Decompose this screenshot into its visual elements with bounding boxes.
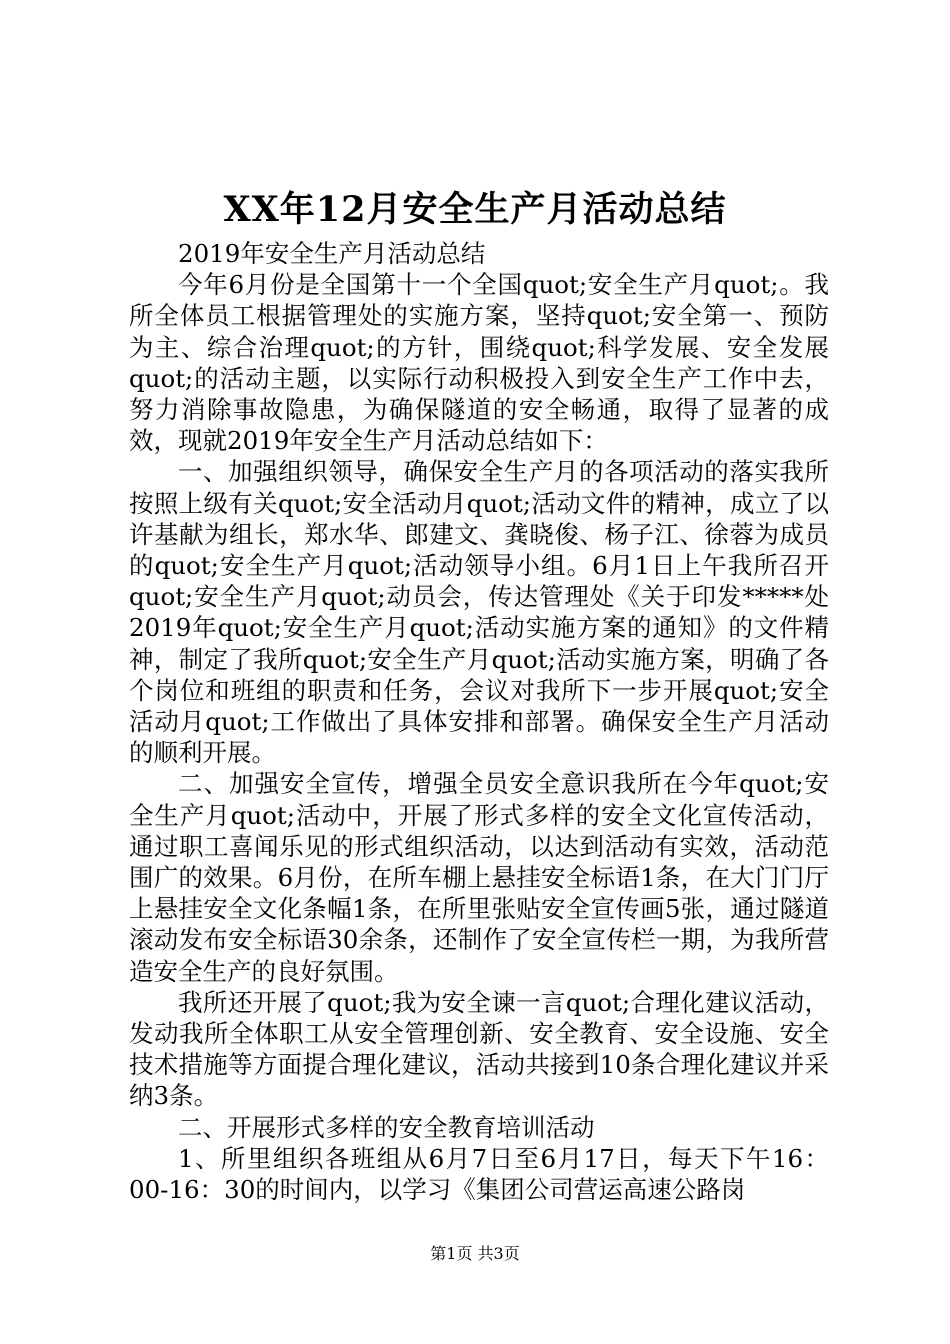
document-body bbox=[129, 238, 829, 1205]
paragraph-section-organization: 一、加强组织领导，确保安全生产月的各项活动的落实我所按照上级有关quot;安全活动月quot;活动文件的精神，成立了以许基献为组长，郑水华、郎建文、龚晓俊、杨子江、徐蓉为成员的quot;安全生产月quot;活动领导小组。6月1日上午我所召开quot;安全生产月quot;动员会，传达管理处《关于印发*****处2019年quot;安全生产月quot;活动实施方案的通知》的文件精神，制定了我所quot;安全生产月quot;活动实施方案，明确了各个岗位和班组的职责和任务，会议对我所下一步开展quot;安全活动月quot;工作做出了具体安排和部署。确保安全生产月活动的顺利开展。 bbox=[129, 457, 829, 768]
paragraph-subtitle: 2019年安全生产月活动总结 bbox=[178, 239, 486, 268]
paragraph-training-item-1: 1、所里组织各班组从6月7日至6月17日，每天下午16：00-16：30的时间内，以学习《集团公司营运高速公路岗 bbox=[129, 1143, 829, 1205]
paragraph-section-publicity: 二、加强安全宣传，增强全员安全意识我所在今年quot;安全生产月quot;活动中，开展了形式多样的安全文化宣传活动，通过职工喜闻乐见的形式组织活动，以达到活动有实效，活动范围广的效果。6月份，在所车棚上悬挂安全标语1条，在大门门厅上悬挂安全文化条幅1条，在所里张贴安全宣传画5张，通过隧道滚动发布安全标语30余条，还制作了安全宣传栏一期，为我所营造安全生产的良好氛围。 bbox=[129, 769, 829, 986]
page-footer: 第1页 共3页 bbox=[430, 1244, 520, 1263]
paragraph-suggestions: 我所还开展了quot;我为安全谏一言quot;合理化建议活动，发动我所全体职工从安全管理创新、安全教育、安全设施、安全技术措施等方面提合理化建议，活动共接到10条合理化建议并采纳3条。 bbox=[129, 987, 829, 1111]
paragraph-intro: 今年6月份是全国第十一个全国quot;安全生产月quot;。我所全体员工根据管理处的实施方案，坚持quot;安全第一、预防为主、综合治理quot;的方针，围绕quot;科学发展、安全发展quot;的活动主题，以实际行动积极投入到安全生产工作中去，努力消除事故隐患，为确保隧道的安全畅通，取得了显著的成效，现就2019年安全生产月活动总结如下： bbox=[129, 270, 829, 456]
document-title: XX年12月安全生产月活动总结 bbox=[223, 189, 727, 230]
paragraph-section-training-heading: 二、开展形式多样的安全教育培训活动 bbox=[178, 1112, 595, 1142]
